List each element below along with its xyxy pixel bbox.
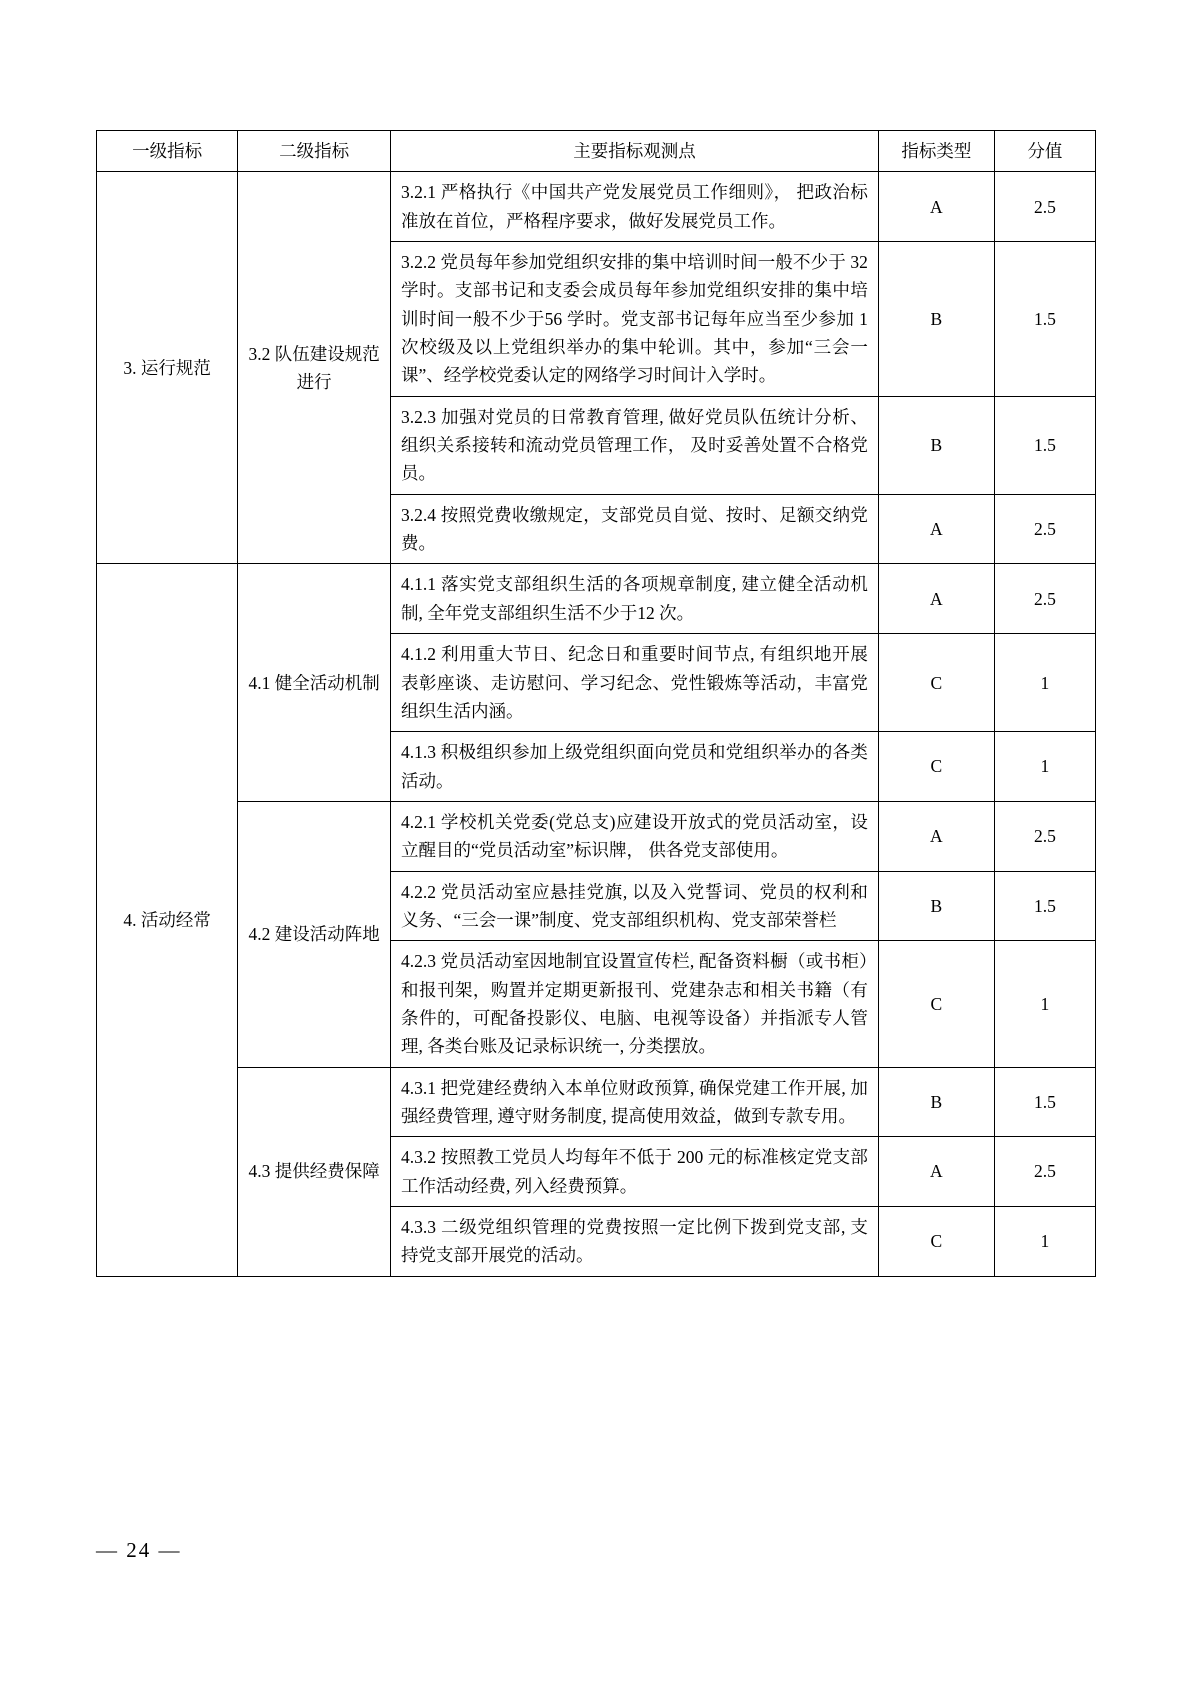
observation-cell: 4.2.1 学校机关党委(党总支)应建设开放式的党员活动室，设立醒目的“党员活动室”标识牌， 供各党支部使用。 [391, 801, 879, 871]
score-cell: 1 [994, 1207, 1095, 1277]
score-cell: 1.5 [994, 1067, 1095, 1137]
score-cell: 1.5 [994, 396, 1095, 494]
level2-cell: 4.3 提供经费保障 [238, 1067, 391, 1276]
type-cell: A [878, 172, 994, 242]
table-header [97, 131, 1096, 172]
table-body [97, 172, 1096, 1276]
score-cell: 1.5 [994, 871, 1095, 941]
table-row [97, 564, 1096, 634]
type-cell: C [878, 1207, 994, 1277]
observation-cell: 3.2.2 党员每年参加党组织安排的集中培训时间一般不少于 32 学时。支部书记和支委会成员每年参加党组织安排的集中培训时间一般不少于56 学时。党支部书记每年应当至少参加 1 次校级及以上党组织举办的集中轮训。其中，参加“三会一课”、经学校党委认定的网络学习时间计入学时。 [391, 242, 879, 397]
observation-cell: 3.2.4 按照党费收缴规定，支部党员自觉、按时、足额交纳党费。 [391, 494, 879, 564]
type-cell: C [878, 941, 994, 1067]
level2-cell: 4.2 建设活动阵地 [238, 801, 391, 1067]
type-cell: A [878, 1137, 994, 1207]
column-header-level1: 一级指标 [97, 131, 238, 172]
indicator-table [96, 130, 1096, 1277]
observation-cell: 4.1.2 利用重大节日、纪念日和重要时间节点, 有组织地开展表彰座谈、走访慰问、学习纪念、党性锻炼等活动，丰富党组织生活内涵。 [391, 634, 879, 732]
observation-cell: 4.3.1 把党建经费纳入本单位财政预算, 确保党建工作开展, 加强经费管理, 遵守财务制度, 提高使用效益，做到专款专用。 [391, 1067, 879, 1137]
observation-cell: 4.3.2 按照教工党员人均每年不低于 200 元的标准核定党支部工作活动经费, 列入经费预算。 [391, 1137, 879, 1207]
observation-cell: 3.2.3 加强对党员的日常教育管理, 做好党员队伍统计分析、组织关系接转和流动党员管理工作， 及时妥善处置不合格党员。 [391, 396, 879, 494]
score-cell: 1 [994, 941, 1095, 1067]
score-cell: 1 [994, 634, 1095, 732]
type-cell: A [878, 564, 994, 634]
type-cell: B [878, 1067, 994, 1137]
score-cell: 2.5 [994, 172, 1095, 242]
column-header-score: 分值 [994, 131, 1095, 172]
table-row [97, 1067, 1096, 1137]
score-cell: 2.5 [994, 564, 1095, 634]
indicator-table-container [96, 130, 1096, 1277]
type-cell: A [878, 801, 994, 871]
score-cell: 1 [994, 732, 1095, 802]
table-row [97, 172, 1096, 242]
column-header-level2: 二级指标 [238, 131, 391, 172]
observation-cell: 4.2.3 党员活动室因地制宜设置宣传栏, 配备资料橱（或书柜）和报刊架，购置并定期更新报刊、党建杂志和相关书籍（有条件的，可配备投影仪、电脑、电视等设备）并指派专人管理, 各类台账及记录标识统一, 分类摆放。 [391, 941, 879, 1067]
type-cell: C [878, 732, 994, 802]
observation-cell: 4.2.2 党员活动室应悬挂党旗, 以及入党誓词、党员的权利和义务、“三会一课”制度、党支部组织机构、党支部荣誉栏 [391, 871, 879, 941]
table-header-row [97, 131, 1096, 172]
observation-cell: 3.2.1 严格执行《中国共产党发展党员工作细则》， 把政治标准放在首位，严格程序要求，做好发展党员工作。 [391, 172, 879, 242]
level2-cell: 3.2 队伍建设规范进行 [238, 172, 391, 564]
type-cell: B [878, 871, 994, 941]
observation-cell: 4.3.3 二级党组织管理的党费按照一定比例下拨到党支部, 支持党支部开展党的活动。 [391, 1207, 879, 1277]
page-number: — 24 — [96, 1538, 182, 1562]
score-cell: 2.5 [994, 1137, 1095, 1207]
score-cell: 1.5 [994, 242, 1095, 397]
column-header-type: 指标类型 [878, 131, 994, 172]
level1-cell: 4. 活动经常 [97, 564, 238, 1276]
type-cell: C [878, 634, 994, 732]
score-cell: 2.5 [994, 801, 1095, 871]
score-cell: 2.5 [994, 494, 1095, 564]
type-cell: B [878, 242, 994, 397]
table-row [97, 801, 1096, 871]
observation-cell: 4.1.3 积极组织参加上级党组织面向党员和党组织举办的各类活动。 [391, 732, 879, 802]
level1-cell: 3. 运行规范 [97, 172, 238, 564]
level2-cell: 4.1 健全活动机制 [238, 564, 391, 801]
column-header-observation: 主要指标观测点 [391, 131, 879, 172]
observation-cell: 4.1.1 落实党支部组织生活的各项规章制度, 建立健全活动机制, 全年党支部组织生活不少于12 次。 [391, 564, 879, 634]
type-cell: A [878, 494, 994, 564]
type-cell: B [878, 396, 994, 494]
